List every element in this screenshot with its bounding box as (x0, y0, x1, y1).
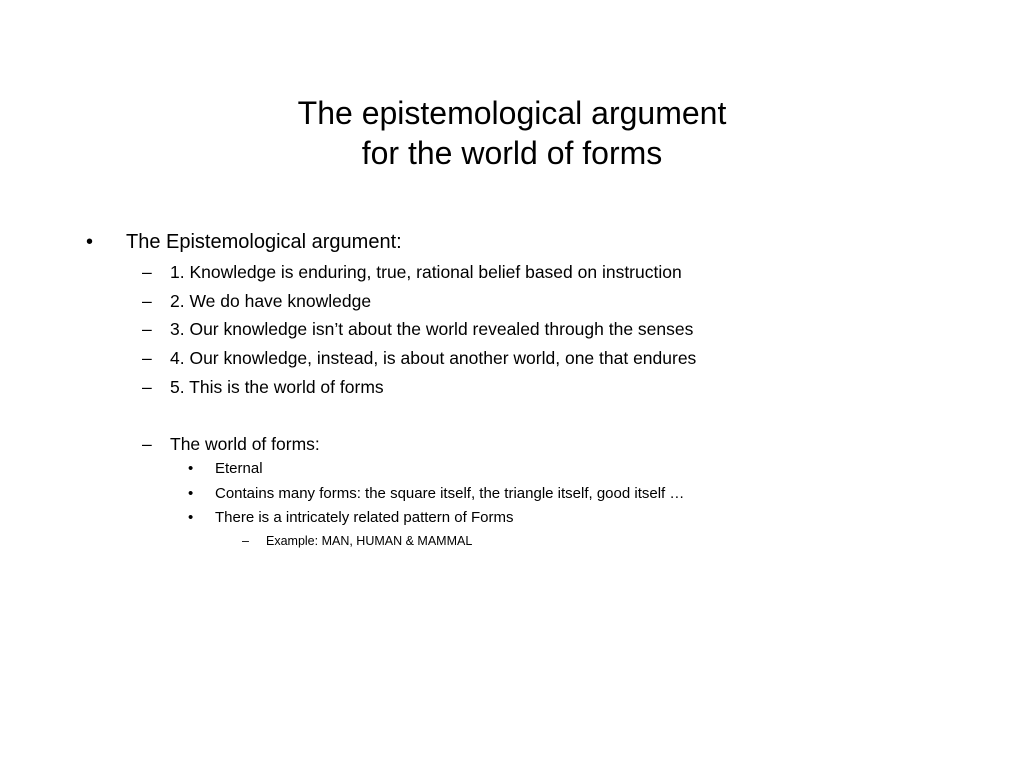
dash-marker: – (142, 262, 152, 282)
sub-bullet-text: 2. We do have knowledge (170, 291, 372, 311)
bullet-text: The Epistemological argument: (126, 231, 402, 253)
sub-sub-bullet-text: There is a intricately related pattern of Forms (215, 509, 514, 526)
title-line-2: for the world of forms (361, 135, 663, 171)
dash-marker: – (242, 534, 249, 548)
dash-marker: – (142, 348, 152, 368)
dash-marker: – (142, 434, 152, 454)
bullet-marker: • (188, 509, 194, 526)
sub-bullet-text: The world of forms: (170, 434, 320, 454)
bullet-marker: • (86, 231, 94, 253)
dash-marker: – (142, 291, 152, 311)
sub-bullet-text: 1. Knowledge is enduring, true, rational belief based on instruction (170, 262, 682, 282)
dash-marker: – (142, 377, 152, 397)
sub-sub-bullet-text: Contains many forms: the square itself, the triangle itself, good itself … (215, 485, 685, 502)
sub-bullet-text: 3. Our knowledge isn’t about the world revealed through the senses (170, 319, 694, 339)
level4-bullet-text: Example: MAN, HUMAN & MAMMAL (266, 534, 473, 548)
slide-title (112, 93, 912, 173)
sub-sub-bullet-text: Eternal (215, 460, 263, 477)
dash-marker: – (142, 319, 152, 339)
sub-bullet-text: 4. Our knowledge, instead, is about another world, one that endures (170, 348, 697, 368)
bullet-marker: • (188, 485, 194, 502)
bullet-marker: • (188, 460, 194, 477)
sub-bullet-text: 5. This is the world of forms (170, 377, 384, 397)
title-line-1: The epistemological argument (297, 95, 727, 131)
